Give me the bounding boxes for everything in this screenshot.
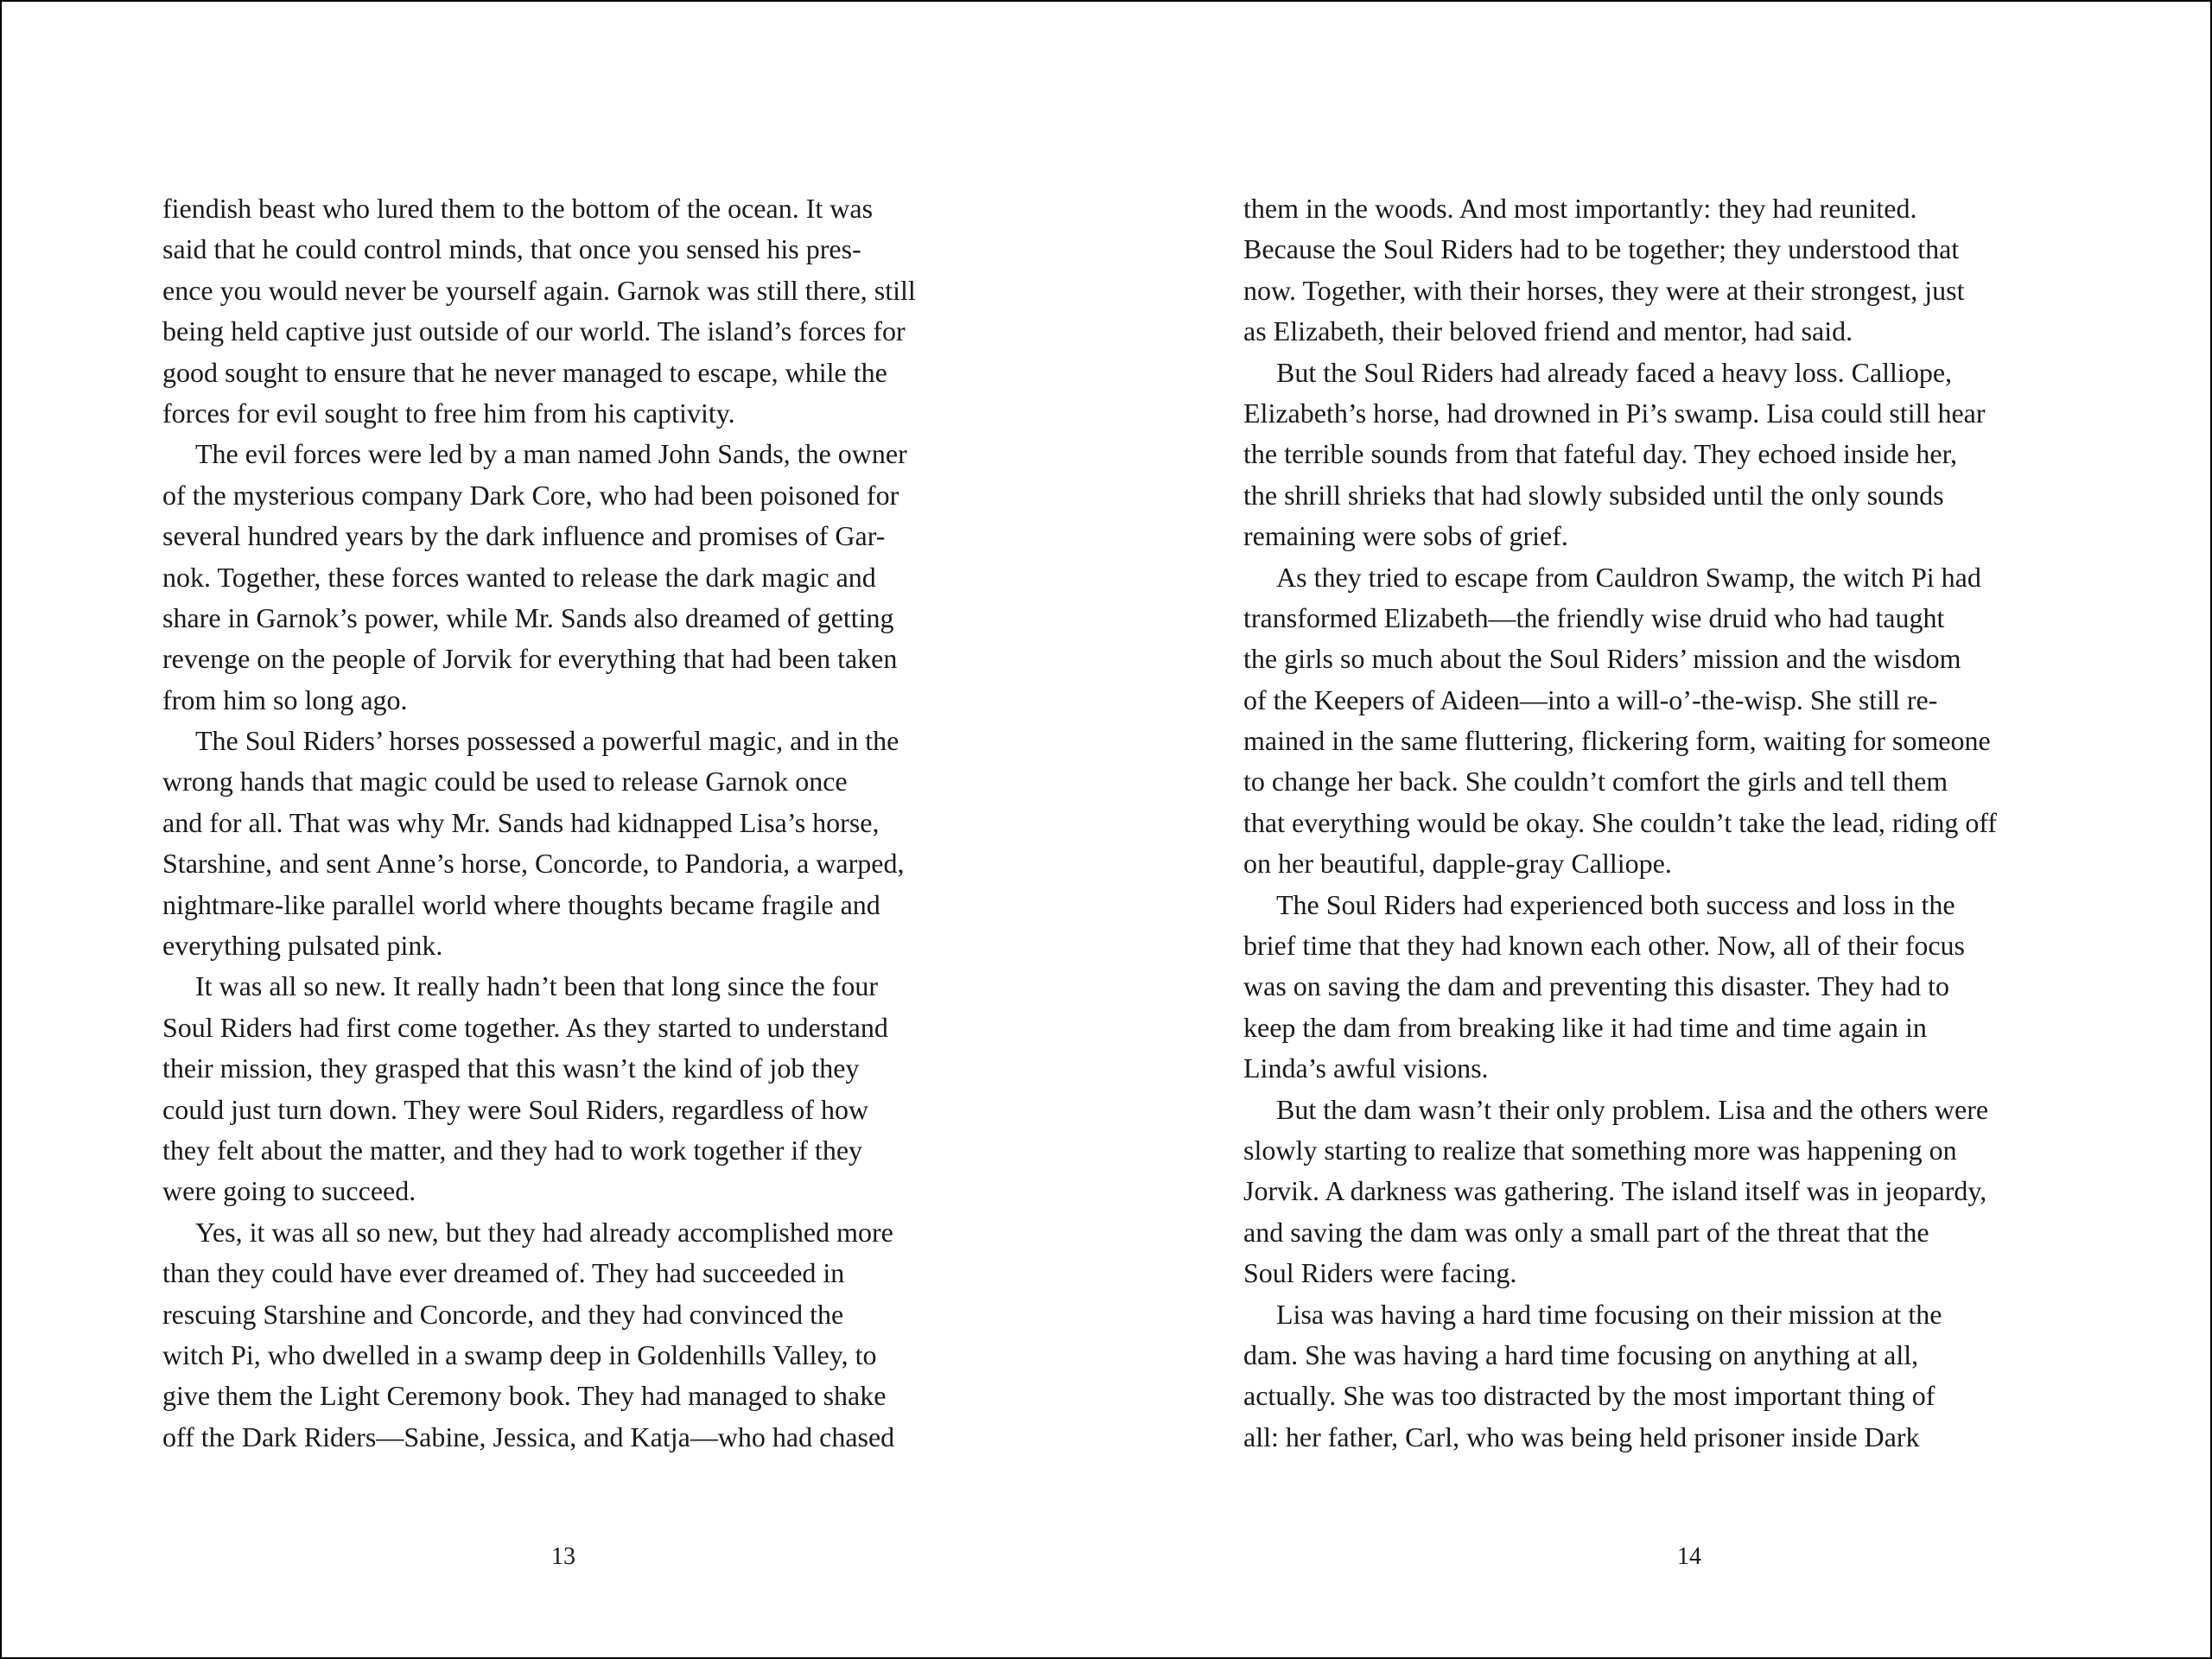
- text-line: the terrible sounds from that fateful day. They echoed inside her,: [1243, 438, 1957, 470]
- text-line: Elizabeth’s horse, had drowned in Pi’s swamp. Lisa could still hear: [1243, 397, 1986, 429]
- text-line: to change her back. She couldn’t comfort the girls and tell them: [1243, 766, 1948, 798]
- text-line: Lisa was having a hard time focusing on their mission at the: [1276, 1298, 1942, 1330]
- text-line: being held captive just outside of our world. The island’s forces for: [162, 315, 906, 347]
- text-line: nightmare-like parallel world where thoughts became fragile and: [162, 888, 880, 920]
- text-line: Linda’s awful visions.: [1243, 1052, 1489, 1084]
- right-page-number: 14: [1677, 1543, 1701, 1570]
- text-line: off the Dark Riders—Sabine, Jessica, and Katja—who had chased: [162, 1421, 895, 1452]
- text-line: of the mysterious company Dark Core, who had been poisoned for: [162, 479, 899, 511]
- text-line: wrong hands that magic could be used to release Garnok once: [162, 766, 848, 798]
- text-line: Soul Riders had first come together. As they started to understand: [162, 1011, 888, 1043]
- text-line: brief time that they had known each other. Now, all of their focus: [1243, 930, 1965, 962]
- text-line: Yes, it was all so new, but they had already accomplished more: [195, 1216, 893, 1248]
- text-line: their mission, they grasped that this wasn’t the kind of job they: [162, 1052, 860, 1084]
- text-line: was on saving the dam and preventing this disaster. They had to: [1243, 970, 1950, 1002]
- text-line: and for all. That was why Mr. Sands had kidnapped Lisa’s horse,: [162, 806, 880, 838]
- text-line: than they could have ever dreamed of. They had succeeded in: [162, 1257, 845, 1289]
- text-line: dam. She was having a hard time focusing on anything at all,: [1243, 1338, 1919, 1370]
- text-line: Jorvik. A darkness was gathering. The island itself was in jeopardy,: [1243, 1175, 1987, 1207]
- text-line: all: her father, Carl, who was being held prisoner inside Dark: [1243, 1421, 1920, 1452]
- text-line: from him so long ago.: [162, 683, 408, 715]
- text-line: actually. She was too distracted by the most important thing of: [1243, 1380, 1936, 1412]
- text-line: nok. Together, these forces wanted to release the dark magic and: [162, 561, 876, 593]
- text-line: and saving the dam was only a small part of the threat that the: [1243, 1216, 1929, 1248]
- left-page: [0, 0, 1104, 1656]
- text-line: It was all so new. It really hadn’t been that long since the four: [195, 970, 878, 1002]
- text-line: forces for evil sought to free him from his captivity.: [162, 397, 735, 429]
- text-line: The Soul Riders had experienced both success and loss in the: [1276, 888, 1955, 920]
- text-line: rescuing Starshine and Concorde, and they had convinced the: [162, 1298, 844, 1330]
- text-line: Because the Soul Riders had to be together; they understood that: [1243, 233, 1960, 265]
- text-line: could just turn down. They were Soul Riders, regardless of how: [162, 1093, 869, 1125]
- text-line: But the Soul Riders had already faced a heavy loss. Calliope,: [1276, 356, 1953, 388]
- text-line: remaining were sobs of grief.: [1243, 520, 1568, 552]
- text-line: now. Together, with their horses, they were at their strongest, just: [1243, 274, 1965, 306]
- text-line: of the Keepers of Aideen—into a will-o’-the-wisp. She still re-: [1243, 683, 1938, 715]
- text-line: mained in the same fluttering, flickering form, waiting for someone: [1243, 725, 1991, 757]
- text-line: The Soul Riders’ horses possessed a powerful magic, and in the: [195, 725, 899, 757]
- text-line: on her beautiful, dapple-gray Calliope.: [1243, 848, 1672, 880]
- text-line: transformed Elizabeth—the friendly wise druid who had taught: [1243, 601, 1945, 633]
- text-line: slowly starting to realize that something more was happening on: [1243, 1134, 1957, 1166]
- left-page-number: 13: [551, 1543, 575, 1570]
- text-line: said that he could control minds, that once you sensed his pres-: [162, 233, 861, 265]
- text-line: As they tried to escape from Cauldron Swamp, the witch Pi had: [1276, 561, 1981, 593]
- text-line: were going to succeed.: [162, 1175, 416, 1207]
- text-line: keep the dam from breaking like it had time and time again in: [1243, 1011, 1927, 1043]
- text-line: Soul Riders were facing.: [1243, 1257, 1517, 1289]
- left-page-text: [162, 188, 966, 1458]
- right-page: [1104, 0, 2209, 1656]
- text-line: the girls so much about the Soul Riders’ mission and the wisdom: [1243, 643, 1961, 675]
- text-line: ence you would never be yourself again. Garnok was still there, still: [162, 274, 916, 306]
- text-line: Starshine, and sent Anne’s horse, Concorde, to Pandoria, a warped,: [162, 848, 905, 880]
- text-line: them in the woods. And most importantly: they had reunited.: [1243, 193, 1917, 224]
- text-line: The evil forces were led by a man named John Sands, the owner: [195, 438, 907, 470]
- text-line: they felt about the matter, and they had to work together if they: [162, 1134, 863, 1166]
- text-line: good sought to ensure that he never managed to escape, while the: [162, 356, 887, 388]
- text-line: share in Garnok’s power, while Mr. Sands also dreamed of getting: [162, 601, 894, 633]
- text-line: the shrill shrieks that had slowly subsided until the only sounds: [1243, 479, 1944, 511]
- text-line: everything pulsated pink.: [162, 930, 443, 962]
- text-line: as Elizabeth, their beloved friend and mentor, had said.: [1243, 315, 1853, 347]
- text-line: revenge on the people of Jorvik for everything that had been taken: [162, 643, 898, 675]
- text-line: witch Pi, who dwelled in a swamp deep in Goldenhills Valley, to: [162, 1338, 877, 1370]
- text-line: several hundred years by the dark influence and promises of Gar-: [162, 520, 886, 552]
- right-page-text: [1243, 188, 2047, 1458]
- text-line: give them the Light Ceremony book. They had managed to shake: [162, 1380, 887, 1412]
- text-line: that everything would be okay. She couldn’t take the lead, riding off: [1243, 806, 1998, 838]
- text-line: fiendish beast who lured them to the bottom of the ocean. It was: [162, 193, 874, 224]
- text-line: But the dam wasn’t their only problem. Lisa and the others were: [1276, 1093, 1989, 1125]
